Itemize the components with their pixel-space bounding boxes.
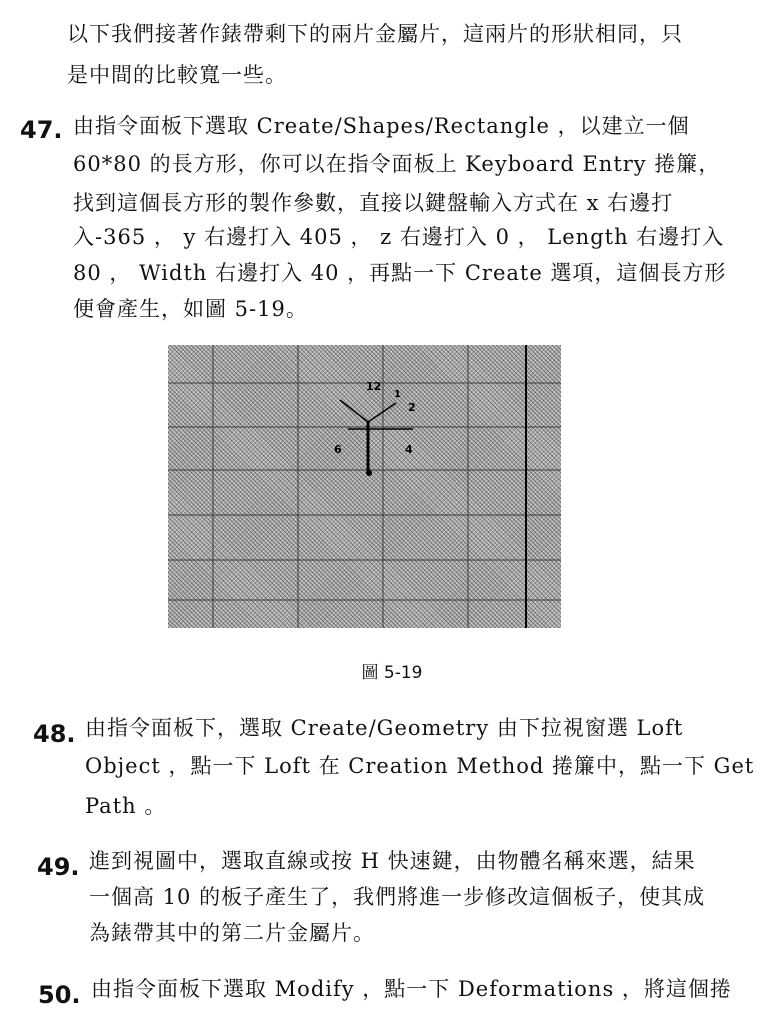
step-49-line-1: 進到視圖中，選取直線或按 H 快速鍵，由物體名稱來選，結果 xyxy=(89,849,696,873)
step-47-line-3: 找到這個長方形的製作參數，直接以鍵盤輸入方式在 x 右邊打 xyxy=(73,191,674,215)
clock-label-2: 2 xyxy=(408,401,416,414)
figure-caption: 圖 5-19 xyxy=(361,663,423,683)
clock-label-6: 6 xyxy=(334,443,342,456)
step-47-line-1: 由指令面板下選取 Create/Shapes/Rectangle ，以建立一個 xyxy=(73,114,690,138)
intro-line-1: 以下我們接著作錶帶剩下的兩片金屬片，這兩片的形狀相同，只 xyxy=(67,22,683,46)
gizmo-pivot-icon xyxy=(366,470,372,476)
step-49-number: 49. xyxy=(37,853,80,881)
gizmo-icon xyxy=(340,400,413,472)
viewport-grid xyxy=(168,345,561,628)
step-47-line-2: 60*80 的長方形，你可以在指令面板上 Keyboard Entry 捲簾， xyxy=(73,152,721,176)
step-50-line-1: 由指令面板下選取 Modify ，點一下 Deformations ，將這個捲 xyxy=(91,977,732,1001)
figure-5-19-image xyxy=(168,345,561,628)
step-48-line-1: 由指令面板下，選取 Create/Geometry 由下拉視窗選 Loft xyxy=(85,716,684,740)
clock-label-1: 1 xyxy=(394,389,401,400)
clock-label-4: 4 xyxy=(405,443,413,456)
step-47-line-5: 80 ， Width 右邊打入 40 ，再點一下 Create 選項，這個長方形 xyxy=(73,261,727,285)
clock-label-12: 12 xyxy=(366,380,382,393)
step-47-line-6: 便會產生，如圖 5-19。 xyxy=(73,297,308,321)
step-47-number: 47. xyxy=(20,116,63,144)
step-48-number: 48. xyxy=(33,720,76,748)
step-48-line-2: Object ，點一下 Loft 在 Creation Method 捲簾中，點一下 Get xyxy=(85,754,755,778)
step-48-line-3: Path 。 xyxy=(85,794,167,818)
step-47-line-4: 入-365 ， y 右邊打入 405 ， z 右邊打入 0 ， Length 右邊打入 xyxy=(73,225,725,249)
step-50-number: 50. xyxy=(38,981,81,1009)
intro-line-2: 是中間的比較寬一些。 xyxy=(67,63,287,87)
step-49-line-3: 為錶帶其中的第二片金屬片。 xyxy=(89,921,375,945)
step-49-line-2: 一個高 10 的板子產生了，我們將進一步修改這個板子，使其成 xyxy=(89,885,706,909)
